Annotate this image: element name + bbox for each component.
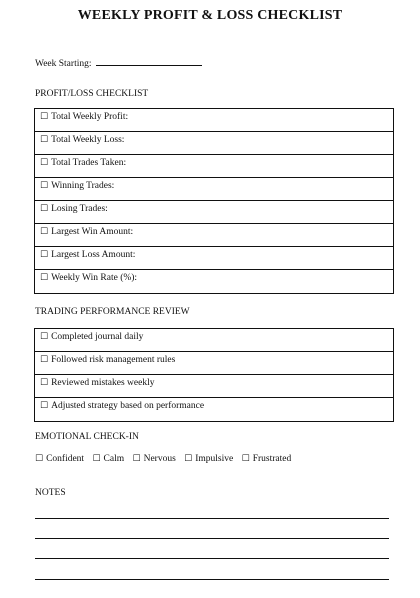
pl-item-label: Total Weekly Loss: [51, 135, 125, 145]
checkbox-icon[interactable]: ☐ [184, 454, 193, 464]
pl-row-win-rate[interactable] [35, 270, 393, 293]
emotion-option-impulsive[interactable] [184, 454, 233, 464]
checkbox-icon[interactable]: ☐ [35, 454, 44, 464]
checkbox-icon[interactable]: ☐ [241, 454, 250, 464]
emotion-label: Calm [103, 454, 125, 464]
performance-row-journal[interactable] [35, 329, 393, 352]
emotion-label: Nervous [143, 454, 176, 464]
pl-row-total-profit[interactable] [35, 109, 393, 132]
notes-line[interactable] [35, 579, 389, 580]
checkbox-icon[interactable]: ☐ [40, 135, 49, 145]
checkbox-icon[interactable]: ☐ [40, 355, 49, 365]
pl-item-label: Total Trades Taken: [51, 158, 127, 168]
notes-line[interactable] [35, 518, 389, 519]
pl-item-label: Largest Loss Amount: [51, 250, 136, 260]
performance-row-strategy[interactable] [35, 398, 393, 421]
week-starting [35, 56, 202, 69]
checkbox-icon[interactable]: ☐ [92, 454, 101, 464]
pl-row-total-loss[interactable] [35, 132, 393, 155]
emotion-option-confident[interactable] [35, 454, 84, 464]
pl-row-largest-win[interactable] [35, 224, 393, 247]
performance-item-label: Followed risk management rules [51, 355, 176, 365]
emotion-label: Confident [46, 454, 85, 464]
checkbox-icon[interactable]: ☐ [40, 181, 49, 191]
performance-item-label: Adjusted strategy based on performance [51, 401, 205, 411]
checkbox-icon[interactable]: ☐ [40, 158, 49, 168]
pl-row-largest-loss[interactable] [35, 247, 393, 270]
emotion-label: Frustrated [252, 454, 292, 464]
performance-item-label: Completed journal daily [51, 332, 144, 342]
pl-row-total-trades[interactable] [35, 155, 393, 178]
pl-item-label: Winning Trades: [51, 181, 115, 191]
emotion-option-frustrated[interactable] [242, 454, 292, 464]
checkbox-icon[interactable]: ☐ [40, 401, 49, 411]
emotion-option-nervous[interactable] [133, 454, 176, 464]
checkbox-icon[interactable]: ☐ [40, 227, 49, 237]
pl-checklist-table [34, 108, 394, 294]
checkbox-icon[interactable]: ☐ [40, 273, 49, 283]
performance-item-label: Reviewed mistakes weekly [51, 378, 155, 388]
week-starting-label: Week Starting: [35, 59, 92, 69]
performance-section-heading: TRADING PERFORMANCE REVIEW [35, 307, 190, 317]
pl-item-label: Largest Win Amount: [51, 227, 134, 237]
notes-line[interactable] [35, 538, 389, 539]
pl-section-heading: PROFIT/LOSS CHECKLIST [35, 89, 149, 99]
pl-row-losing-trades[interactable] [35, 201, 393, 224]
checkbox-icon[interactable]: ☐ [40, 378, 49, 388]
checkbox-icon[interactable]: ☐ [40, 204, 49, 214]
performance-checklist-table [34, 328, 394, 422]
performance-row-risk[interactable] [35, 352, 393, 375]
notes-section-heading: NOTES [35, 488, 66, 498]
pl-row-winning-trades[interactable] [35, 178, 393, 201]
emotion-label: Impulsive [195, 454, 234, 464]
page-title: WEEKLY PROFIT & LOSS CHECKLIST [77, 8, 343, 23]
pl-item-label: Losing Trades: [51, 204, 108, 214]
checkbox-icon[interactable]: ☐ [40, 112, 49, 122]
performance-row-mistakes[interactable] [35, 375, 393, 398]
checkbox-icon[interactable]: ☐ [40, 332, 49, 342]
emotion-option-calm[interactable] [92, 454, 124, 464]
emotional-options [35, 454, 297, 464]
checkbox-icon[interactable]: ☐ [132, 454, 141, 464]
notes-line[interactable] [35, 558, 389, 559]
pl-item-label: Weekly Win Rate (%): [51, 273, 138, 283]
week-starting-field[interactable] [96, 56, 202, 66]
checkbox-icon[interactable]: ☐ [40, 250, 49, 260]
pl-item-label: Total Weekly Profit: [51, 112, 129, 122]
emotional-section-heading: EMOTIONAL CHECK-IN [35, 432, 139, 442]
